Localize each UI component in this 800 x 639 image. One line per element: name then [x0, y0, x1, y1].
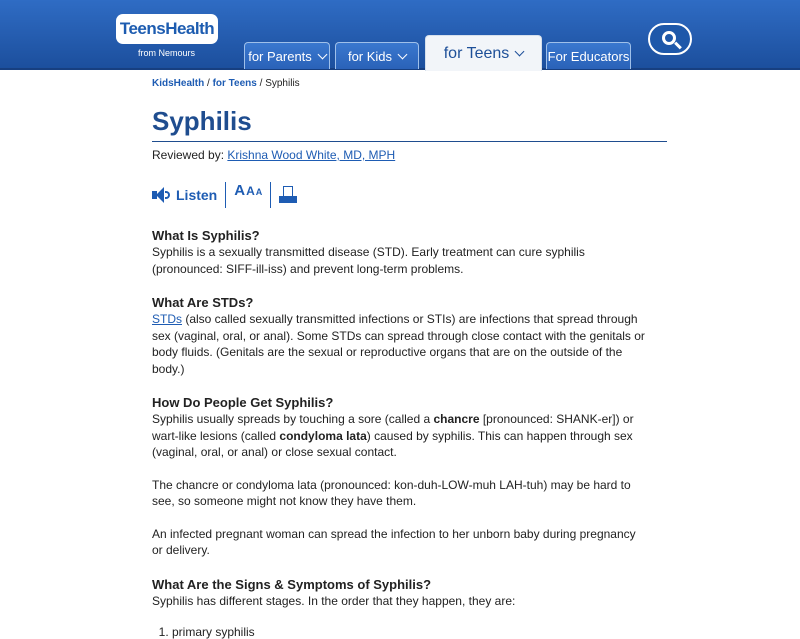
page-title: Syphilis: [152, 106, 667, 142]
tab-for-parents[interactable]: [244, 42, 330, 69]
paragraph: Syphilis has different stages. In the order that they happen, they are:: [152, 593, 516, 608]
paragraph: [152, 411, 647, 461]
paragraph: [152, 311, 647, 377]
paragraph-text: ) caused by syphilis. This can happen through sex (vaginal, oral, or anal) or close sexual contact.: [152, 428, 633, 459]
site-header: [0, 0, 800, 70]
paragraph: An infected pregnant woman can spread the infection to her unborn baby during pregnancy or delivery.: [152, 526, 636, 557]
section-heading: What Are the Signs & Symptoms of Syphilis?: [152, 576, 432, 592]
paragraph: Syphilis is a sexually transmitted disease (STD). Early treatment can cure syphilis (pronounced: SIFF-ill-iss) and prevent long-term problems.: [152, 245, 585, 276]
reviewed-prefix: Reviewed by:: [152, 148, 228, 162]
chevron-down-icon: [515, 47, 525, 57]
breadcrumb-for-teens[interactable]: for Teens: [212, 78, 257, 89]
paragraph-text: Syphilis usually spreads by touching a sore (called a: [152, 412, 434, 426]
font-size-large: A: [234, 182, 246, 199]
tab-for-teens[interactable]: [425, 35, 542, 71]
listen-label: Listen: [176, 187, 218, 203]
chevron-down-icon: [398, 49, 408, 59]
breadcrumb-separator: /: [204, 78, 213, 89]
listen-button[interactable]: [152, 182, 217, 208]
reviewer-link[interactable]: Krishna Wood White, MD, MPH: [227, 148, 396, 162]
breadcrumb-kidshealth[interactable]: KidsHealth: [152, 78, 205, 89]
tab-label: for Teens: [443, 44, 510, 62]
speaker-icon: [152, 187, 172, 203]
font-size-button[interactable]: [234, 182, 262, 208]
search-button[interactable]: [648, 23, 692, 55]
stages-list: [152, 625, 672, 639]
tool-divider: [270, 182, 271, 208]
stds-link[interactable]: STDs: [152, 312, 182, 326]
tab-for-kids[interactable]: [335, 42, 419, 69]
logo-text: TeensHealth: [119, 19, 215, 38]
breadcrumb: [152, 78, 672, 92]
article-content: [152, 78, 672, 639]
reviewed-by: [152, 148, 672, 162]
breadcrumb-separator: /: [256, 78, 266, 89]
term-condyloma-lata: condyloma lata: [279, 428, 367, 443]
tab-label: for Kids: [347, 48, 393, 64]
search-icon-handle: [674, 42, 682, 50]
paragraph: The chancre or condyloma lata (pronounced: kon-duh-LOW-muh LAH-tuh) may be hard to see, so someone might not know they have them.: [152, 477, 631, 508]
chevron-down-icon: [317, 49, 327, 59]
section-heading: How Do People Get Syphilis?: [152, 395, 334, 410]
tab-for-educators[interactable]: [546, 42, 631, 69]
tab-label: for Parents: [248, 48, 312, 64]
list-item: 1. primary syphilis: [172, 625, 672, 639]
print-button[interactable]: [279, 182, 297, 208]
tool-divider: [225, 182, 226, 208]
breadcrumb-current: Syphilis: [265, 78, 300, 89]
print-icon: [279, 186, 297, 204]
logo-subtitle: from Nemours: [138, 48, 196, 58]
paragraph-text: (also called sexually transmitted infections or STIs) are infections that spread through sex (vaginal, oral, or anal). Some STDs can spread through close contact with the genitals or body fluids. (Genitals are the sexual or reproductive organs that are on the outside of the body.): [152, 312, 645, 376]
section-heading: What Is Syphilis?: [152, 228, 260, 243]
article-tools: [152, 180, 672, 210]
paragraph-text: [pronounced: SHANK-er]) or wart-like lesions (called: [152, 412, 634, 443]
tab-label: For Educators: [547, 48, 630, 64]
font-size-small: A: [255, 187, 263, 197]
teenshealth-logo[interactable]: [116, 14, 218, 44]
section-heading: What Are STDs?: [152, 295, 254, 310]
term-chancre: chancre: [433, 412, 480, 426]
font-size-medium: A: [246, 184, 255, 198]
